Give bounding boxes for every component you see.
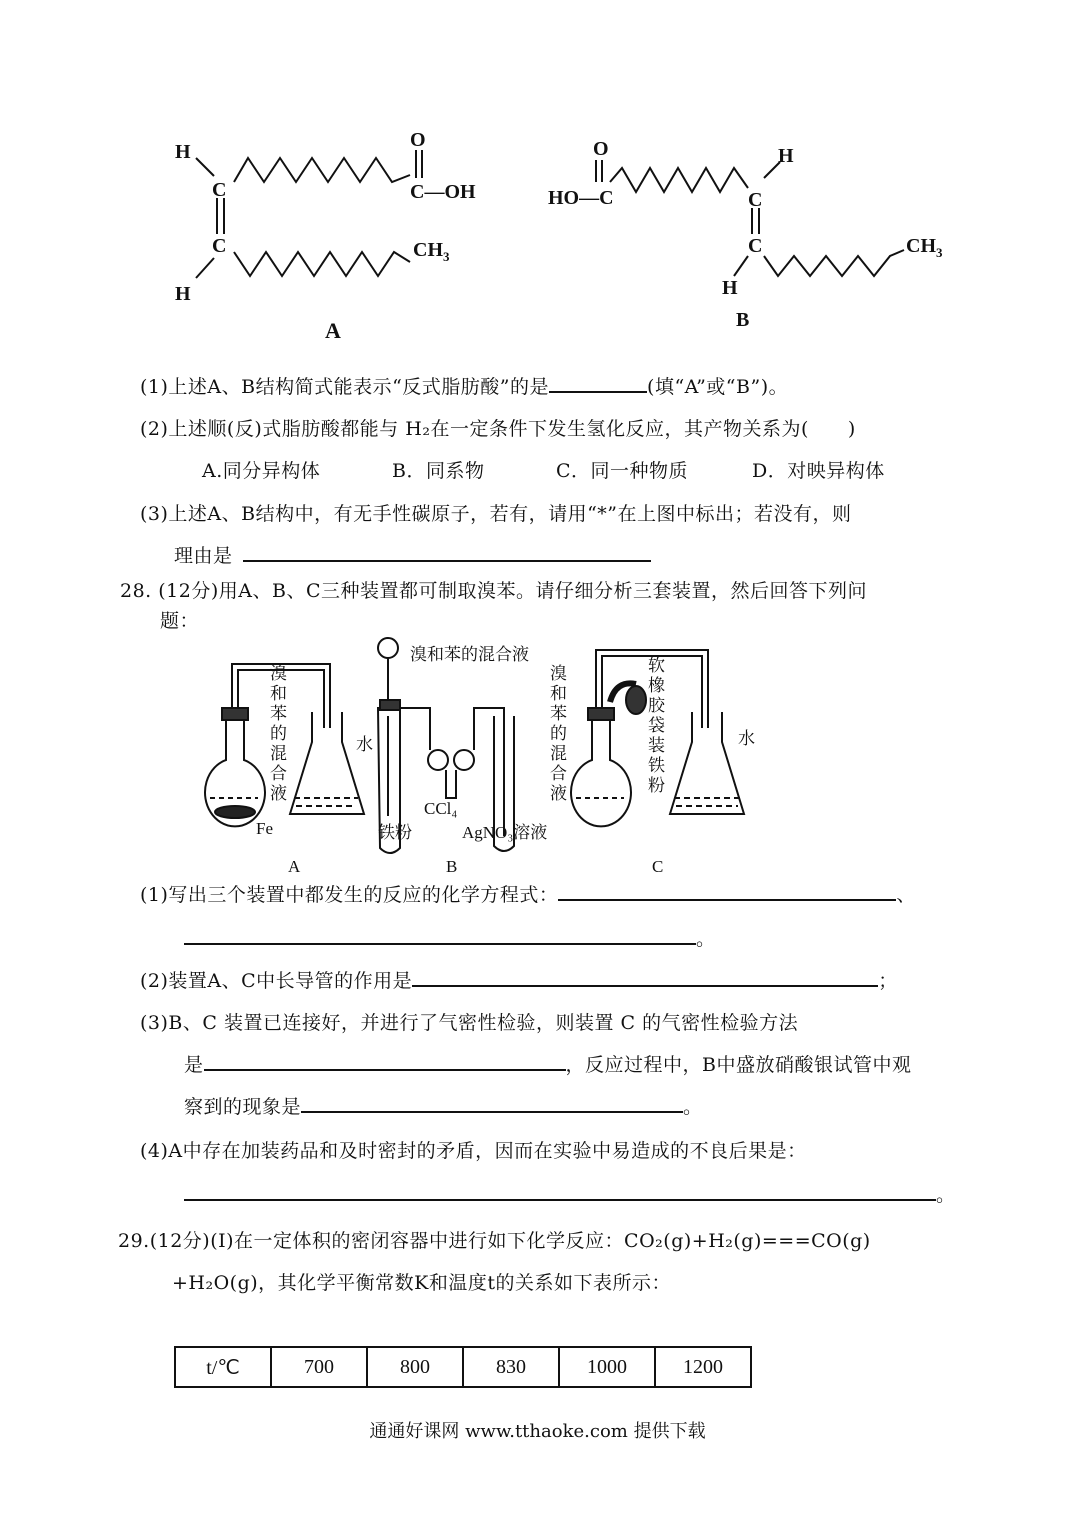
- q27-option-d: D．对映异构体: [752, 460, 885, 482]
- rubber-bag-label: 软橡胶袋装铁粉: [648, 656, 665, 796]
- structure-a-c-top: C: [212, 179, 227, 201]
- apparatus-a-label: A: [288, 857, 301, 876]
- ccl4-label: CCl₄: [424, 799, 458, 818]
- structure-a-methyl: $CH_3$: [413, 239, 450, 264]
- answer-blank[interactable]: [549, 390, 647, 393]
- q28-part4: (4)A中存在加装药品和及时密封的矛盾，因而在实验中易造成的不良后果是：: [140, 1140, 807, 1162]
- answer-blank[interactable]: [558, 898, 896, 901]
- mixture-label-vertical-a: 溴和苯的混合液: [270, 664, 287, 804]
- page-footer: 通通好课网 www.tthaoke.com 提供下载: [369, 1421, 706, 1442]
- answer-blank[interactable]: [301, 1110, 683, 1113]
- structural-formulas: [0, 0, 1075, 350]
- structure-b-h-top: H: [778, 145, 794, 167]
- structure-a-label: A: [325, 318, 341, 343]
- q28-part3-line3: 察到的现象是 。: [184, 1096, 703, 1118]
- q28-stem-line1: 28. (12分)用A、B、C三种装置都可制取溴苯。请仔细分析三套装置，然后回答下列问: [120, 580, 867, 602]
- q27-option-c: C．同一种物质: [556, 460, 689, 482]
- answer-blank[interactable]: [184, 1198, 936, 1201]
- fe-label: Fe: [256, 819, 273, 838]
- table-cell: 1000: [559, 1347, 655, 1387]
- structure-b-h-bottom: H: [722, 277, 738, 299]
- structure-b-oxygen: O: [593, 138, 609, 160]
- apparatus-b-label: B: [446, 857, 458, 876]
- q27-part3-line2: 理由是: [174, 541, 651, 568]
- equilibrium-constant-table: [174, 1346, 752, 1388]
- q28-part2: (2)装置A、C中长导管的作用是 ；: [140, 970, 898, 992]
- structure-b-methyl: $CH_3$: [906, 235, 943, 260]
- structure-a-c-bottom: C: [212, 235, 227, 257]
- water-label-a: 水: [356, 735, 373, 754]
- table-row: [175, 1347, 751, 1387]
- table-cell: 1200: [655, 1347, 751, 1387]
- q27-option-b: B．同系物: [392, 460, 485, 482]
- q27-part3-line1: (3)上述A、B结构中，有无手性碳原子，若有，请用“*”在上图中标出；若没有，则: [140, 503, 852, 525]
- q28-part1-line2: 。: [184, 924, 716, 951]
- mixture-label-vertical-c: 溴和苯的混合液: [550, 664, 567, 804]
- q27-part1: (1)上述A、B结构简式能表示“反式脂肪酸”的是 (填“A”或“B”)。: [140, 376, 789, 398]
- table-header-cell: t/℃: [175, 1347, 271, 1387]
- structure-b-carboxyl: HO—C: [548, 187, 614, 209]
- structure-a-oxygen: O: [410, 129, 426, 151]
- water-label-c: 水: [738, 729, 755, 748]
- table-cell: 700: [271, 1347, 367, 1387]
- table-cell: 800: [367, 1347, 463, 1387]
- iron-powder-label: 铁粉: [378, 823, 412, 842]
- structure-a-carboxyl: C—OH: [410, 181, 476, 203]
- q29-line1: 29.(12分)(Ⅰ)在一定体积的密闭容器中进行如下化学反应：CO₂(g)+H₂(g)===CO(g): [118, 1230, 871, 1252]
- table-cell: 830: [463, 1347, 559, 1387]
- structure-b-c-bottom: C: [748, 235, 763, 257]
- structure-b-label: B: [736, 309, 750, 331]
- q28-part3-line2: 是 ，反应过程中，B中盛放硝酸银试管中观: [184, 1054, 912, 1076]
- answer-blank[interactable]: [184, 942, 696, 945]
- q28-part1: (1)写出三个装置中都发生的反应的化学方程式： 、: [140, 884, 916, 906]
- apparatus-diagram: [0, 620, 1075, 880]
- agno3-label: AgNO₃溶液: [462, 823, 548, 842]
- apparatus-c-label: C: [652, 857, 664, 876]
- q28-part3-line1: (3)B、C 装置已连接好，并进行了气密性检验，则装置 C 的气密性检验方法: [140, 1012, 799, 1034]
- answer-blank[interactable]: [412, 984, 878, 987]
- structure-b-c-top: C: [748, 189, 763, 211]
- answer-blank[interactable]: [243, 559, 651, 562]
- q28-part4-line2: 。: [184, 1180, 956, 1207]
- q28-stem-line2: 题：: [160, 610, 200, 632]
- answer-blank[interactable]: [204, 1068, 566, 1071]
- q27-part2: (2)上述顺(反)式脂肪酸都能与 H₂在一定条件下发生氢化反应，其产物关系为( ): [140, 418, 856, 440]
- q29-line2: +H₂O(g)，其化学平衡常数K和温度t的关系如下表所示：: [172, 1272, 672, 1294]
- mixture-label-horizontal: 溴和苯的混合液: [410, 645, 529, 664]
- structure-a-h-top: H: [175, 141, 191, 163]
- q27-option-a: A.同分异构体: [202, 460, 321, 482]
- structure-a-h-bottom: H: [175, 283, 191, 305]
